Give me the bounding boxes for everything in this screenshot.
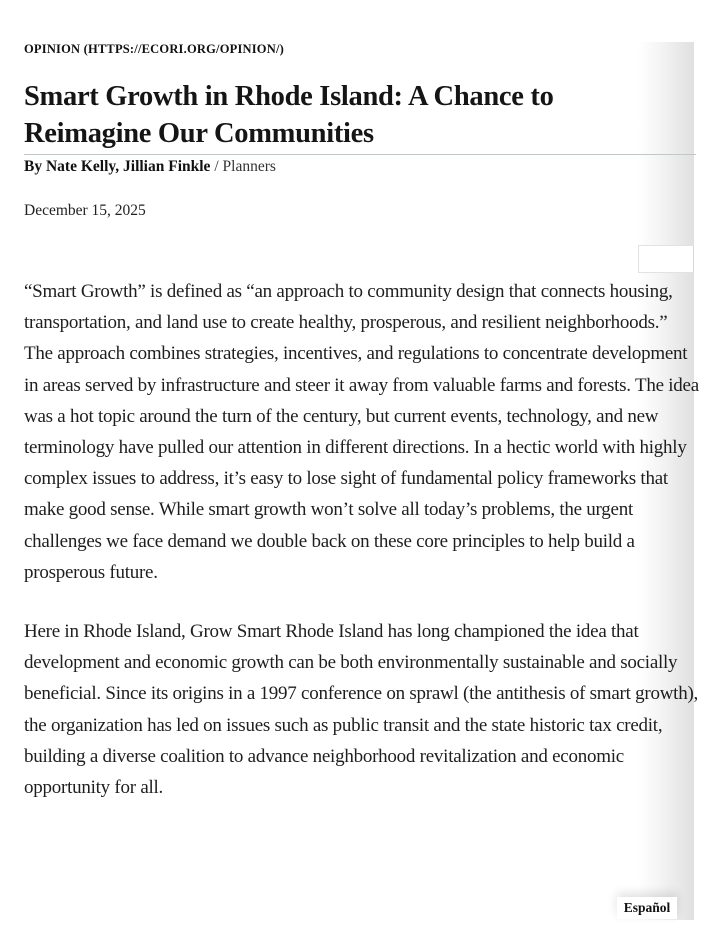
- article-title: Smart Growth in Rhode Island: A Chance to Reimagine Our Communities: [24, 81, 554, 149]
- title-divider: [24, 154, 696, 155]
- language-toggle-button[interactable]: Español: [617, 897, 677, 919]
- byline: [24, 158, 276, 176]
- side-panel-box: [638, 245, 694, 273]
- byline-role: Planners: [222, 158, 276, 175]
- article-paragraph-2: Here in Rhode Island, Grow Smart Rhode Island has long championed the idea that development and economic growth can be both environmentally sustainable and socially beneficial. Since its origins in a 1997 conference on sprawl (the antithesis of smart growth), the organization has led on issues such as public transit and the state historic tax credit, building a diverse coalition to advance neighborhood revitalization and economic opportunity for all.: [24, 621, 699, 799]
- category-link[interactable]: OPINION (HTTPS://ECORI.ORG/OPINION/): [24, 42, 284, 56]
- article-body: [24, 276, 700, 831]
- publish-date: December 15, 2025: [24, 202, 146, 219]
- byline-separator: /: [210, 158, 223, 175]
- byline-authors: By Nate Kelly, Jillian Finkle: [24, 158, 211, 175]
- article-paragraph-1: “Smart Growth” is defined as “an approach to community design that connects housing, transportation, and land use to create healthy, prosperous, and resilient neighborhoods.” The approach combines strategies, incentives, and regulations to concentrate development in areas served by infrastructure and steer it away from valuable farms and forests. The idea was a hot topic around the turn of the century, but current events, technology, and new terminology have pulled our attention in different directions. In a hectic world with highly complex issues to address, it’s easy to lose sight of fundamental policy frameworks that make good sense. While smart growth won’t solve all today’s problems, the urgent challenges we face demand we double back on these core principles to help build a prosperous future.: [24, 281, 699, 583]
